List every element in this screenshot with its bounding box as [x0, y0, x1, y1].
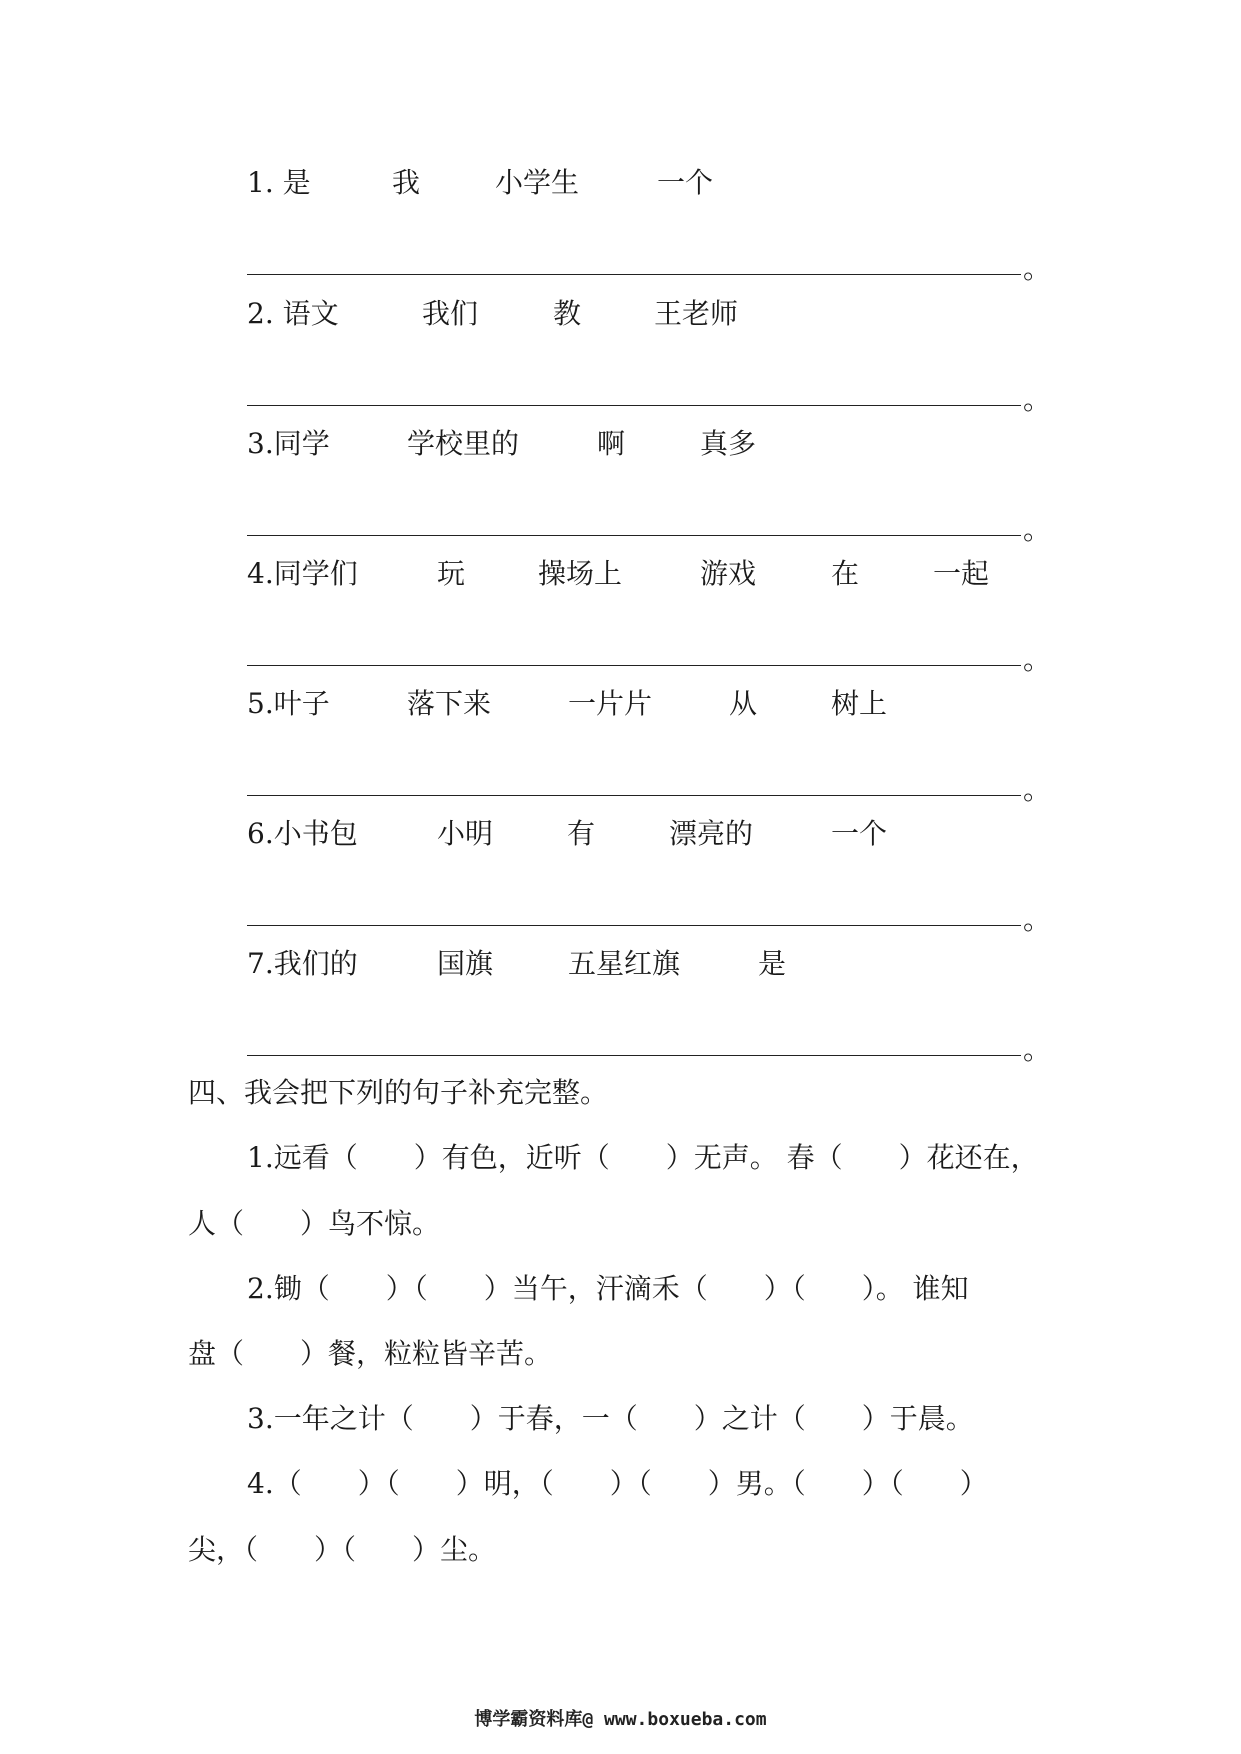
fill-line-text: 1.远看（ ）有色，近听（ ）无声。 春（ ）花还在，	[247, 1141, 1039, 1174]
answer-line[interactable]	[247, 925, 1021, 926]
section-title: 四、我会把下列的句子补充完整。	[188, 1076, 609, 1109]
answer-line[interactable]	[247, 1055, 1021, 1056]
word: 玩	[437, 557, 466, 590]
word: 小明	[437, 817, 494, 850]
fill-line	[247, 1269, 969, 1309]
word: 学校里的	[407, 427, 520, 460]
answer-line[interactable]	[247, 795, 1021, 796]
word: 是	[758, 947, 787, 980]
word: 王老师	[654, 297, 739, 330]
word: 国旗	[437, 947, 494, 980]
end-mark: 。	[1023, 1033, 1052, 1066]
word: 1. 是	[247, 166, 311, 199]
word: 落下来	[407, 687, 492, 720]
end-mark: 。	[1023, 773, 1052, 806]
fill-line	[188, 1334, 552, 1374]
word: 5.叶子	[247, 687, 330, 720]
fill-line-text: 3.一年之计（ ）于春，一（ ）之计（ ）于晨。	[247, 1402, 974, 1435]
fill-line	[247, 1464, 988, 1504]
word: 我	[392, 166, 421, 199]
word: 真多	[700, 427, 757, 460]
word: 3.同学	[247, 427, 330, 460]
end-mark: 。	[1023, 643, 1052, 676]
fill-line	[247, 1138, 1039, 1178]
word: 五星红旗	[568, 947, 681, 980]
word: 一起	[933, 557, 990, 590]
word: 4.同学们	[247, 557, 358, 590]
footer-watermark: 博学霸资料库@ www.boxueba.com	[474, 1709, 767, 1730]
word: 教	[553, 297, 582, 330]
word: 6.小书包	[247, 817, 358, 850]
end-mark: 。	[1023, 252, 1052, 285]
word: 一个	[657, 166, 714, 199]
word: 啊	[597, 427, 626, 460]
word: 有	[567, 817, 596, 850]
word: 7.我们的	[247, 947, 358, 980]
fill-line-text: 尖，（ ）（ ）尘。	[188, 1533, 497, 1566]
fill-line	[247, 1399, 974, 1439]
word: 我们	[422, 297, 479, 330]
word: 2. 语文	[247, 297, 339, 330]
answer-line[interactable]	[247, 665, 1021, 666]
fill-line-text: 人（ ）鸟不惊。	[188, 1207, 441, 1240]
fill-line-text: 4.（ ）（ ）明，（ ）（ ）男。（ ）（ ）	[247, 1467, 988, 1500]
end-mark: 。	[1023, 383, 1052, 416]
fill-line-text: 盘（ ）餐，粒粒皆辛苦。	[188, 1337, 553, 1370]
answer-line[interactable]	[247, 535, 1021, 536]
fill-line	[188, 1204, 440, 1244]
word: 一个	[831, 817, 888, 850]
word: 操场上	[538, 557, 623, 590]
end-mark: 。	[1023, 513, 1052, 546]
word: 在	[831, 557, 860, 590]
word: 从	[729, 687, 758, 720]
answer-line[interactable]	[247, 274, 1021, 275]
word: 漂亮的	[669, 817, 754, 850]
end-mark: 。	[1023, 903, 1052, 936]
fill-line-text: 2.锄（ ）（ ）当午，汗滴禾（ ）（ ）。 谁知	[247, 1272, 969, 1305]
fill-line	[188, 1530, 496, 1570]
word: 树上	[831, 687, 888, 720]
word: 一片片	[568, 687, 653, 720]
answer-line[interactable]	[247, 405, 1021, 406]
word: 小学生	[495, 166, 580, 199]
word: 游戏	[700, 557, 757, 590]
